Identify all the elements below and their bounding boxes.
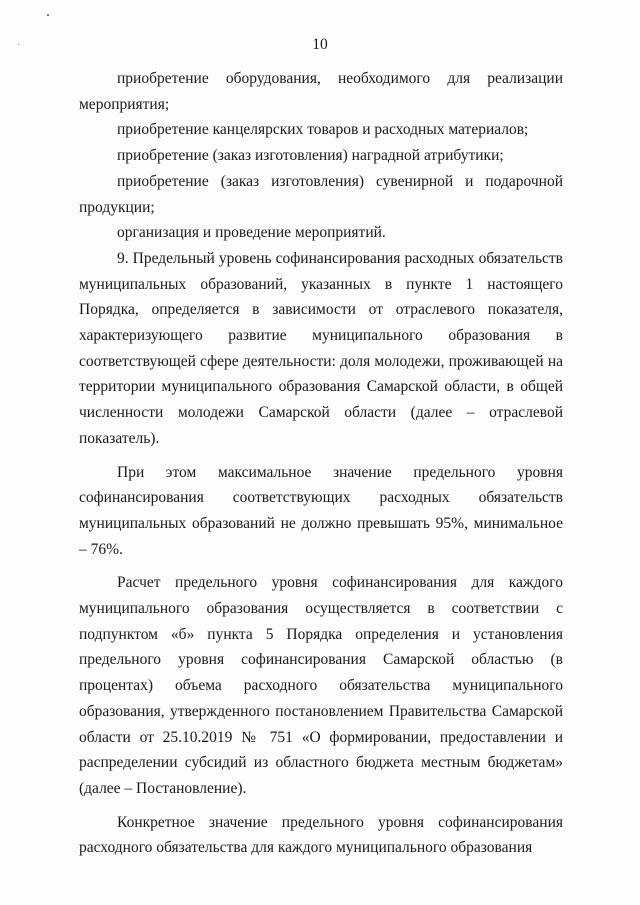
paragraph: При этом максимальное значение предельного уровня софинансирования соответствующих расходных обязательств муниципальных образований не должно превышать 95%, минимальное – 76%. [79,463,563,558]
paragraph: приобретение оборудования, необходимого для реализации мероприятия; [79,70,563,113]
paragraph: приобретение (заказ изготовления) сувенирной и подарочной продукции; [79,172,563,216]
page-number: 10 [312,36,328,53]
paragraph: организация и проведение мероприятий. [117,224,386,242]
scan-speck [47,14,49,16]
paragraph: приобретение канцелярских товаров и расходных материалов; [117,121,529,139]
document-body [79,66,563,861]
paragraph: Конкретное значение предельного уровня софинансирования расходного обязательства для каждого муниципального образования [79,813,563,857]
paragraph: Расчет предельного уровня софинансирования для каждого муниципального образования осуществляется в соответствии с подпунктом «б» пункта 5 Порядка определения и установления предельного уровня софинансирования Самарской областью (в процентах) объема расходного обязательства муниципального образования, утвержденного постановлением Правительства Самарской области от 25.10.2019 № 751 «О формировании, предоставлении и распределении субсидий из областного бюджета местным бюджетам» (далее – Постановление). [79,574,563,797]
paragraph: приобретение (заказ изготовления) наградной атрибутики; [117,147,504,165]
paragraph: 9. Предельный уровень софинансирования расходных обязательств муниципальных образований, указанных в пункте 1 настоящего Порядка, определяется в зависимости от отраслевого показателя, характеризующего развитие муниципального образования в соответствующей сфере деятельности: доля молодежи, проживающей на территории муниципального образования Самарской области, в общей численности молодежи Самарской области (далее – отраслевой показатель). [79,249,563,447]
